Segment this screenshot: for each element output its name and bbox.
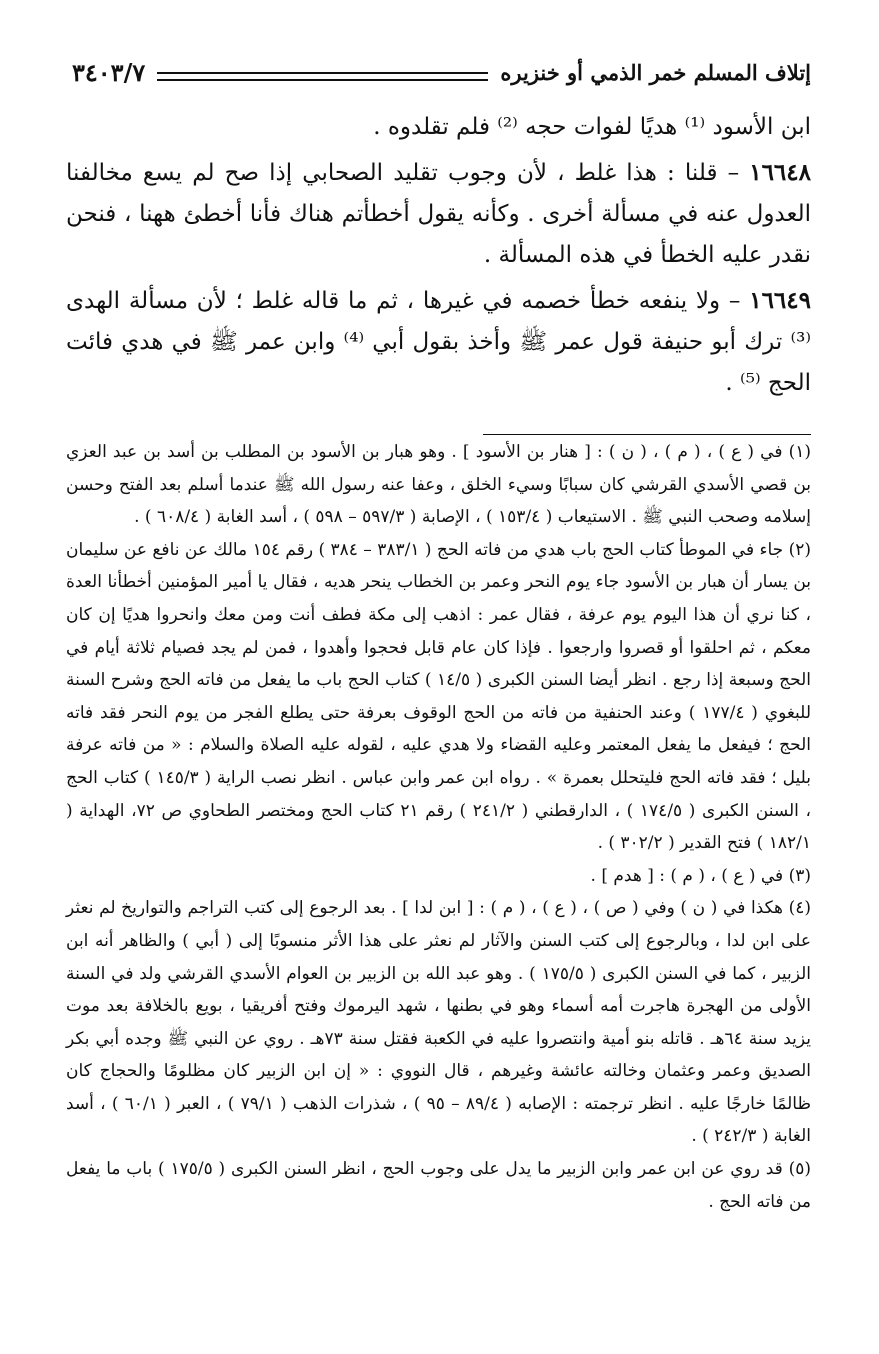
paragraph	[66, 106, 811, 148]
footnote-separator	[483, 434, 811, 435]
paragraph-number: ١٦٦٤٩	[749, 287, 811, 314]
footnote: (١) في ( ع ) ، ( م ) ، ( ن ) : [ هنار بن الأسود ] . وهو هبار بن الأسود بن المطلب بن أسد بن عبد العزي بن قصي الأسدي القرشي كان سبابًا وسيء الخلق ، وعفا عنه رسول الله ﷺ عندما أسلم بعد الفتح وحسن إسلامه وصحب النبي ﷺ . الاستيعاب ( ١٥٣/٤ ) ، الإصابة ( ٥٩٧/٣ – ٥٩٨ ) ، أسد الغابة ( ٦٠٨/٤ ) .	[66, 442, 811, 528]
paragraph-text: – ولا ينفعه خطأ خصمه في غيرها ، ثم ما قاله غلط ؛ لأن مسألة الهدى ⁽³⁾ ترك أبو حنيفة قول عمر ﷺ وأخذ بقول أبي ⁽⁴⁾ وابن عمر ﷺ في هدي فائت الحج ⁽⁵⁾ .	[66, 288, 812, 396]
footnote: (٢) جاء في الموطأ كتاب الحج باب هدي من فاته الحج ( ٣٨٣/١ – ٣٨٤ ) رقم ١٥٤ مالك عن نافع عن سليمان بن يسار أن هبار بن الأسود جاء يوم النحر وعمر بن الخطاب ينحر هديه ، فقال يا أمير المؤمنين أخطأنا العدة ، كنا نري أن هذا اليوم يوم عرفة ، فقال عمر : اذهب إلى مكة فطف أنت ومن معك وانحروا هديًا إن كان معكم ، ثم احلقوا أو قصروا وارجعوا . فإذا كان عام قابل فحجوا وأهدوا ، فمن لم يجد فصيام ثلاثة أيام في الحج وسبعة إذا رجع . انظر أيضا السنن الكبرى ( ١٤/٥ ) كتاب الحج باب ما يفعل من فاته الحج وشرح السنة للبغوي ( ١٧٧/٤ ) وعند الحنفية من فاته من الحج الوقوف بعرفة حتى يطلع الفجر من يوم النحر فقد فاته الحج ؛ فيفعل ما يفعل المعتمر وعليه القضاء ولا هدي عليه ، لقوله عليه الصلاة والسلام : « من فاته عرفة بليل ؛ فقد فاته الحج فليتحلل بعمرة » . رواه ابن عمر وابن عباس . انظر نصب الراية ( ١٤٥/٣ ) كتاب الحج ، السنن الكبرى ( ١٧٤/٥ ) ، الدارقطني ( ٢٤١/٢ ) رقم ٢١ كتاب الحج ومختصر الطحاوي ص ٧٢، الهداية ( ١٨٢/١ ) فتح القدير ( ٣٠٢/٢ ) .	[66, 539, 811, 854]
header-rule	[157, 72, 488, 81]
paragraph-number: ١٦٦٤٨	[749, 159, 811, 186]
footnote: (٥) قد روي عن ابن عمر وابن الزبير ما يدل على وجوب الحج ، انظر السنن الكبرى ( ١٧٥/٥ ) باب ما يفعل من فاته الحج .	[66, 1159, 812, 1212]
paragraph	[66, 280, 811, 404]
paragraph-text: – قلنا : هذا غلط ، لأن وجوب تقليد الصحابي إذا صح لم يسع مخالفنا العدول عنه في مسألة أخرى . وكأنه يقول أخطأتم هناك فأنا أخطئ ههنا ، فنحن نقدر عليه الخطأ في هذه المسألة .	[66, 160, 811, 268]
footnote: (٣) في ( ع ) ، ( م ) : [ هدم ] .	[590, 865, 811, 886]
footnotes	[66, 436, 811, 1218]
page-header	[72, 52, 811, 92]
footnote: (٤) هكذا في ( ن ) وفي ( ص ) ، ( ع ) ، ( م ) : [ ابن لدا ] . بعد الرجوع إلى كتب التراجم والتواريخ لم نعثر على ابن لدا ، وبالرجوع إلى كتب السنن والآثار لم نعثر على هذا الأثر منسوبًا إلى ( أبي ) والظاهر أنه ابن الزبير ، كما في السنن الكبرى ( ١٧٥/٥ ) . وهو عبد الله بن الزبير بن العوام الأسدي القرشي ولد في السنة الأولى من الهجرة هاجرت أمه أسماء وهو في بطنها ، شهد اليرموك وفتح أفريقيا ، بويع بالخلافة بعد موت يزيد سنة ٦٤هـ . قاتله بنو أمية وانتصروا عليه في الكعبة فقتل سنة ٧٣هـ . روي عن النبي ﷺ وجده أبي بكر الصديق وعمر وعثمان وخالته عائشة وغيرهم ، قال النووي : « إن ابن الزبير كان مظلومًا والحجاج كان ظالمًا خارجًا عليه . انظر ترجمته : الإصابه ( ٨٩/٤ – ٩٥ ) ، شذرات الذهب ( ٧٩/١ ) ، العبر ( ٦٠/١ ) ، أسد الغابة ( ٢٤٢/٣ ) .	[66, 898, 812, 1147]
paragraph-text: ابن الأسود ⁽¹⁾ هديًا لفوات حجه ⁽²⁾ فلم تقلدوه .	[373, 114, 811, 140]
page-number: ٣٤٠٣/٧	[72, 57, 146, 87]
main-text	[66, 106, 811, 408]
running-title: إتلاف المسلم خمر الذمي أو خنزيره	[500, 59, 811, 85]
paragraph	[66, 152, 811, 276]
